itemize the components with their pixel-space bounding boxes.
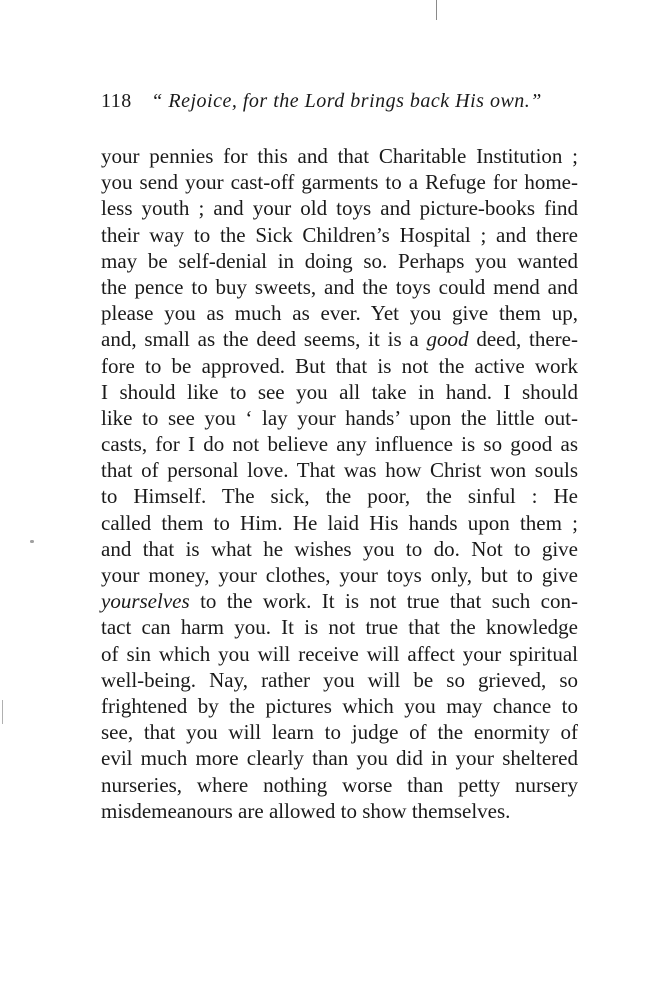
- text-line: nurseries, where nothing worse than petty nursery: [101, 772, 578, 797]
- text-run: deed, there-: [468, 327, 578, 352]
- body-text: [101, 143, 578, 824]
- text-line: of sin which you will receive will affect your spiritual: [101, 641, 578, 666]
- text-line: called them to Him. He laid His hands upon them ;: [101, 510, 578, 535]
- text-line: tact can harm you. It is not true that the knowledge: [101, 615, 578, 640]
- running-head: [101, 90, 542, 113]
- text-line: misdemeanours are allowed to show themselves.: [101, 798, 511, 823]
- text-run: to the work. It is not true that such con-: [189, 589, 578, 614]
- text-line: [101, 588, 578, 614]
- text-line: well-being. Nay, rather you will be so grieved, so: [101, 667, 578, 692]
- text-line: [101, 326, 578, 352]
- text-line: less youth ; and your old toys and picture-books find: [101, 196, 578, 221]
- italic-emphasis: yourselves: [101, 589, 190, 614]
- text-line: may be self-denial in doing so. Perhaps you wanted: [101, 248, 578, 273]
- text-line: casts, for I do not believe any influence is so good as: [101, 432, 578, 457]
- text-line: your money, your clothes, your toys only, but to give: [101, 563, 578, 587]
- text-run: and, small as the deed seems, it is a: [101, 327, 427, 352]
- italic-emphasis: good: [426, 327, 469, 352]
- text-line: their way to the Sick Children’s Hospital ; and there: [101, 222, 578, 247]
- text-line: to Himself. The sick, the poor, the sinful : He: [101, 484, 578, 509]
- text-line: I should like to see you all take in hand. I should: [101, 379, 578, 404]
- text-line: frightened by the pictures which you may chance to: [101, 693, 578, 718]
- text-line: fore to be approved. But that is not the active work: [101, 353, 578, 378]
- text-line: please you as much as ever. Yet you give them up,: [101, 301, 578, 326]
- text-line: the pence to buy sweets, and the toys could mend and: [101, 274, 578, 299]
- text-line: evil much more clearly than you did in your sheltered: [101, 746, 578, 771]
- text-line: you send your cast-off garments to a Refuge for home-: [101, 170, 578, 195]
- text-line: your pennies for this and that Charitable Institution ;: [101, 144, 578, 168]
- text-line: and that is what he wishes you to do. Not to give: [101, 536, 578, 561]
- text-line: like to see you ‘ lay your hands’ upon the little out-: [101, 405, 578, 430]
- text-line: see, that you will learn to judge of the enormity of: [101, 720, 578, 745]
- page-number: 118: [101, 90, 132, 112]
- scan-edge-mark: [2, 700, 3, 724]
- running-title: “ Rejoice, for the Lord brings back His own.”: [151, 90, 542, 112]
- scan-speck: [30, 540, 34, 543]
- text-line: that of personal love. That was how Christ won souls: [101, 458, 578, 483]
- scan-edge-mark: [436, 0, 437, 20]
